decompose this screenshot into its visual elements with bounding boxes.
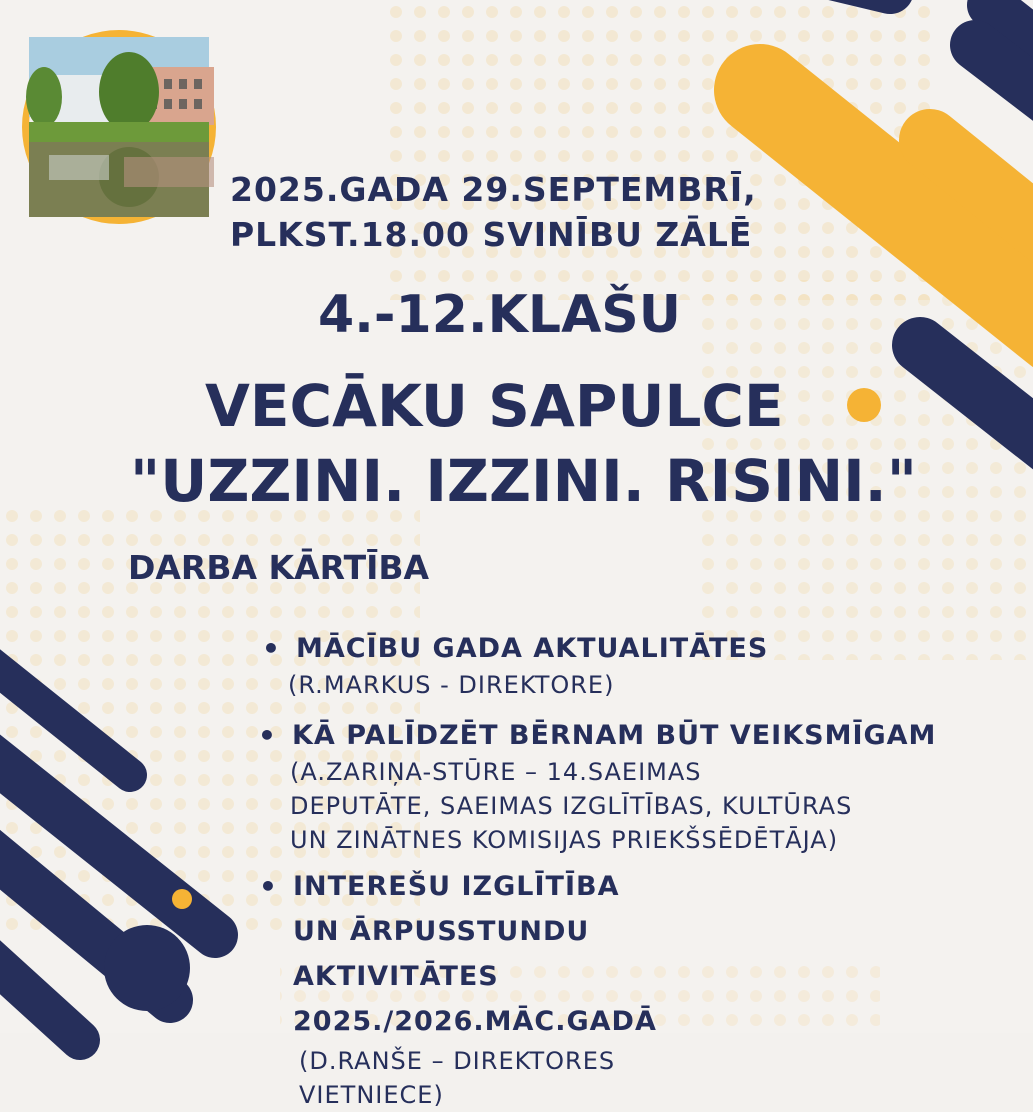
agenda-item-speaker: (R.MARKUS - DIREKTORE) xyxy=(288,671,615,699)
agenda-item xyxy=(255,864,657,1112)
agenda-item-speaker: (D.RANŠE – DIREKTORES VIETNIECE) xyxy=(299,1047,616,1109)
event-title-grades: 4.-12.KLAŠU xyxy=(318,285,681,345)
yellow-dot-title xyxy=(847,388,881,422)
event-slogan: "UZZINI. IZZINI. RISINI." xyxy=(130,447,917,515)
agenda-item-title: • INTEREŠU IZGLĪTĪBA UN ĀRPUSSTUNDU AKTIVITĀTES 2025./2026.MĀC.GADĀ xyxy=(255,864,657,1044)
navy-stroke-bottom-left-4 xyxy=(0,940,80,1040)
agenda-item xyxy=(258,630,768,702)
event-title: VECĀKU SAPULCE xyxy=(205,372,784,440)
yellow-dot-bottom xyxy=(172,889,192,909)
agenda-item xyxy=(254,717,936,857)
event-time-place: PLKST.18.00 SVINĪBU ZĀLĒ xyxy=(230,215,753,254)
navy-stroke-right-upper xyxy=(975,45,1033,110)
agenda-item-speaker: (A.ZARIŅA-STŪRE – 14.SAEIMAS DEPUTĀTE, SAEIMAS IZGLĪTĪBAS, KULTŪRAS UN ZINĀTNES KOMISIJAS PRIEKŠSĒDĒTĀJA) xyxy=(290,758,853,854)
agenda-item-title: • KĀ PALĪDZĒT BĒRNAM BŪT VEIKSMĪGAM xyxy=(254,717,936,755)
navy-dot-bottom xyxy=(104,925,190,1011)
event-date: 2025.GADA 29.SEPTEMBRĪ, xyxy=(230,170,757,209)
school-photo xyxy=(22,30,216,224)
agenda-heading: DARBA KĀRTĪBA xyxy=(128,548,430,587)
agenda-item-title: • MĀCĪBU GADA AKTUALITĀTES xyxy=(258,630,768,668)
